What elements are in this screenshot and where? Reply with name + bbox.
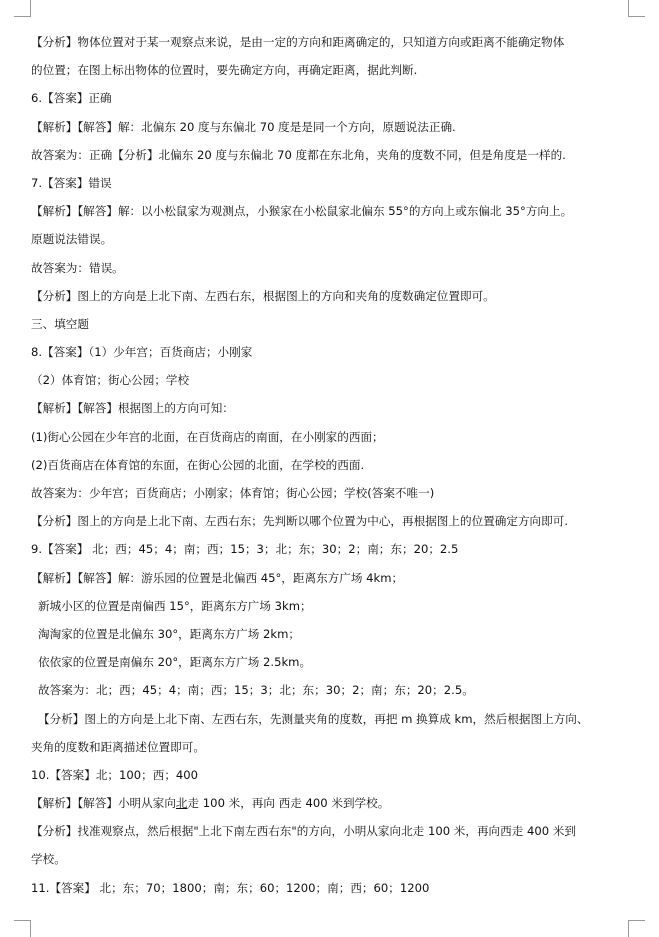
question-8-analysis: 【分析】图上的方向是上北下南、左西右东；先判断以哪个位置为中心，再根据图上的位置确定方向即可. (31, 514, 569, 529)
question-9-solution-item: 新城小区的位置是南偏西 15°，距离东方广场 3km； (38, 598, 312, 613)
section-heading: 三、填空题 (31, 316, 89, 331)
question-9-solution-item: 淘淘家的位置是北偏东 30°，距离东方广场 2km； (38, 626, 300, 641)
question-9-analysis-cont: 夹角的度数和距离描述位置即可。 (31, 739, 205, 754)
question-8-conclusion: 故答案为：少年宫；百货商店；小刚家；体育馆；街心公园；学校(答案不唯一) (31, 486, 435, 500)
question-9-conclusion: 故答案为：北；西；45；4；南；西；15；3；北；东；30；2；南；东；20；2.5。 (38, 683, 474, 698)
question-11-answer: 11.【答案】 北；东；70；1800；南；东；60；1200；南；西；60；1200 (31, 880, 430, 895)
question-9-answer: 9.【答案】 北；西；45；4；南；西；15；3；北；东；30；2；南；东；20；2.5 (31, 542, 459, 557)
crop-mark-bottom-left (14, 920, 31, 937)
question-10-answer: 10.【答案】北；100；西；400 (31, 767, 199, 782)
question-8-answer-part2: （2）体育馆；街心公园；学校 (31, 373, 190, 388)
question-10-analysis: 【分析】找准观察点，然后根据"上北下南左西右东"的方向，小明从家向北走 100 米，再向西走 400 米到 (31, 824, 577, 839)
question-7-solution-cont: 原题说法错误。 (31, 232, 113, 247)
question-7-analysis: 【分析】图上的方向是上北下南、左西右东，根据图上的方向和夹角的度数确定位置即可。 (31, 288, 495, 303)
question-10-solution (31, 789, 621, 817)
question-8-solution: 【解析】【解答】根据图上的方向可知： (31, 401, 234, 416)
question-6-conclusion: 故答案为：正确【分析】北偏东 20 度与东偏北 70 度都在东北角，夹角的度数不同，但是角度是一样的. (31, 147, 566, 162)
question-7-answer: 7.【答案】错误 (31, 175, 112, 190)
solution-text: 【解析】【解答】小明从家向 (31, 796, 176, 811)
document-body (31, 28, 621, 902)
underlined-word: 北 (175, 796, 188, 811)
question-10-analysis-cont: 学校。 (31, 852, 66, 867)
analysis-line: 【分析】物体位置对于某一观察点来说，是由一定的方向和距离确定的，只知道方向或距离不能确定物体 (31, 35, 565, 49)
analysis-line: 的位置；在图上标出物体的位置时，要先确定方向，再确定距离，据此判断. (31, 63, 418, 78)
question-8-answer: 8.【答案】（1）少年宫；百货商店；小刚家 (31, 345, 253, 360)
question-6-answer: 6.【答案】正确 (31, 91, 112, 106)
question-7-solution: 【解析】【解答】解：以小松鼠家为观测点，小猴家在小松鼠家北偏东 55°的方向上或东偏北 35°方向上。 (31, 204, 573, 219)
crop-mark-top-right (628, 0, 645, 17)
question-9-solution-item: 依依家的位置是南偏东 20°，距离东方广场 2.5km。 (38, 655, 312, 670)
question-8-solution-item: (2)百货商店在体育馆的东面，在街心公园的北面，在学校的西面. (31, 457, 365, 472)
question-9-solution: 【解析】【解答】解：游乐园的位置是北偏西 45°，距离东方广场 4km； (31, 570, 404, 585)
question-7-conclusion: 故答案为：错误。 (31, 260, 124, 275)
crop-mark-bottom-right (628, 920, 645, 937)
crop-mark-top-left (14, 0, 31, 17)
question-8-solution-item: (1)街心公园在少年宫的北面，在百货商店的南面，在小刚家的西面； (31, 429, 384, 444)
solution-text: 走 100 米，再向 西走 400 米到学校。 (187, 796, 390, 811)
question-6-solution: 【解析】【解答】解：北偏东 20 度与东偏北 70 度是是同一个方向，原题说法正确. (31, 119, 456, 134)
question-9-analysis: 【分析】图上的方向是上北下南、左西右东，先测量夹角的度数，再把 m 换算成 km，然后根据图上方向、 (38, 711, 589, 726)
